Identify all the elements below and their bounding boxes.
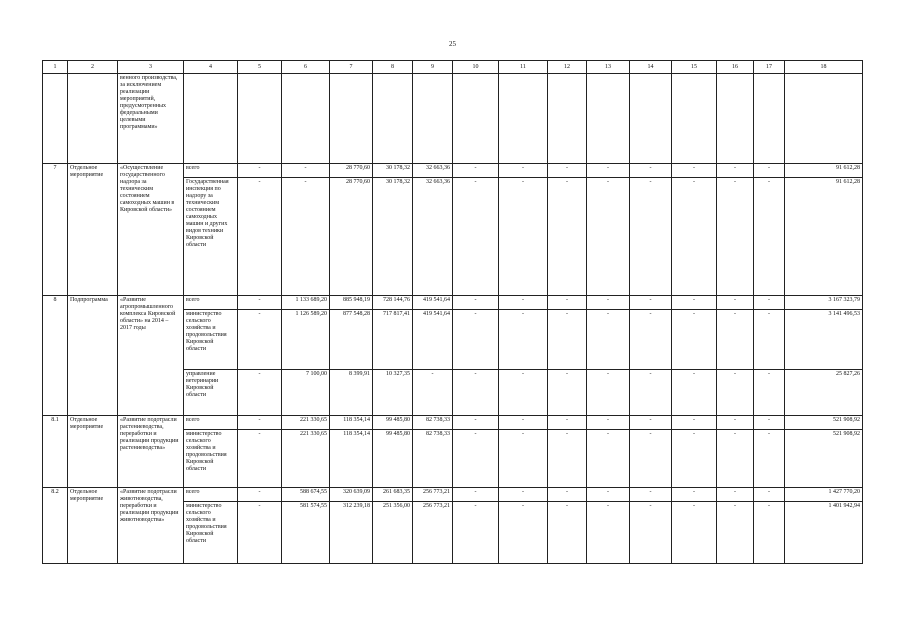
table-row	[43, 296, 863, 310]
col-header: 6	[282, 61, 330, 74]
cell-value: 221 330,65	[282, 416, 330, 430]
cell	[672, 74, 717, 164]
cell-value: -	[453, 178, 499, 296]
col-header: 15	[672, 61, 717, 74]
cell-value: 118 354,14	[330, 416, 373, 430]
cell-value: -	[754, 430, 785, 488]
cell-value: -	[587, 178, 630, 296]
cell-value: -	[499, 164, 548, 178]
cell-number: 8.1	[43, 416, 68, 488]
cell-type: Отдельное мероприятие	[68, 164, 118, 296]
cell	[754, 74, 785, 164]
cell-type: Подпрограмма	[68, 296, 118, 416]
cell-value: -	[630, 164, 672, 178]
table-row	[43, 416, 863, 430]
cell-value: 10 327,35	[373, 370, 413, 416]
cell-value: -	[754, 502, 785, 564]
col-header: 8	[373, 61, 413, 74]
col-header: 7	[330, 61, 373, 74]
cell-value: -	[548, 370, 587, 416]
cell-value: -	[672, 296, 717, 310]
cell-total: 3 141 496,53	[785, 310, 863, 370]
cell-total: 1 427 770,20	[785, 488, 863, 502]
table-row	[43, 74, 863, 164]
col-header: 5	[238, 61, 282, 74]
cell-value: -	[238, 488, 282, 502]
cell-value: -	[453, 502, 499, 564]
cell-value: -	[672, 430, 717, 488]
cell-value: 419 541,64	[413, 296, 453, 310]
cell-type: Отдельное мероприятие	[68, 488, 118, 564]
cell-value: -	[587, 416, 630, 430]
cell-value: -	[453, 310, 499, 370]
cell-value: -	[548, 416, 587, 430]
cell-executor: всего	[184, 488, 238, 502]
cell-value: -	[587, 502, 630, 564]
cell-value: -	[548, 430, 587, 488]
cell-value: 588 674,55	[282, 488, 330, 502]
cell-value: -	[238, 416, 282, 430]
cell-value: 99 485,80	[373, 416, 413, 430]
cell-value: -	[587, 488, 630, 502]
cell-value: 8 399,91	[330, 370, 373, 416]
cell-value: 221 330,65	[282, 430, 330, 488]
cell-value: -	[587, 430, 630, 488]
cell-value: 251 356,00	[373, 502, 413, 564]
cell-value: 312 239,18	[330, 502, 373, 564]
cell	[43, 74, 68, 164]
cell-value: -	[630, 178, 672, 296]
cell-value: 28 770,60	[330, 178, 373, 296]
cell-value: 1 126 589,20	[282, 310, 330, 370]
cell-value: -	[587, 310, 630, 370]
cell-value: -	[499, 310, 548, 370]
cell-executor: управление ветеринарии Кировской области	[184, 370, 238, 416]
cell-value: -	[672, 488, 717, 502]
cell	[68, 74, 118, 164]
cell-executor: всего	[184, 164, 238, 178]
cell-total: 91 612,28	[785, 164, 863, 178]
cell-value: -	[754, 370, 785, 416]
cell-value: -	[238, 164, 282, 178]
cell-value: -	[499, 296, 548, 310]
cell-value: 885 948,19	[330, 296, 373, 310]
cell-value: -	[754, 296, 785, 310]
cell-name: «Развитие подотрасли животноводства, переработки и реализации продукции животноводства»	[118, 488, 184, 564]
cell-value: 30 178,32	[373, 178, 413, 296]
cell-value: -	[630, 430, 672, 488]
cell	[413, 74, 453, 164]
cell-type: Отдельное мероприятие	[68, 416, 118, 488]
cell-value: 99 485,80	[373, 430, 413, 488]
cell-value: -	[717, 430, 754, 488]
cell-value: -	[238, 430, 282, 488]
cell-value: -	[672, 370, 717, 416]
cell-executor: министерство сельского хозяйства и продовольствия Кировской области	[184, 310, 238, 370]
cell-value: -	[548, 502, 587, 564]
cell-value: -	[282, 178, 330, 296]
cell-value: -	[238, 296, 282, 310]
cell-total: 3 167 323,79	[785, 296, 863, 310]
cell-value: -	[717, 296, 754, 310]
cell-value: -	[453, 488, 499, 502]
cell-total: 521 908,92	[785, 416, 863, 430]
cell-number: 8.2	[43, 488, 68, 564]
cell	[453, 74, 499, 164]
col-header: 9	[413, 61, 453, 74]
cell	[282, 74, 330, 164]
cell-value: 320 639,09	[330, 488, 373, 502]
col-header: 4	[184, 61, 238, 74]
cell-total: 91 612,28	[785, 178, 863, 296]
cell-value: -	[630, 502, 672, 564]
cell-value: -	[717, 488, 754, 502]
cell-value: -	[499, 370, 548, 416]
cell-executor: Государственная инспекция по надзору за техническим состоянием самоходных машин и других видов техники Кировской области	[184, 178, 238, 296]
cell-value: 877 548,28	[330, 310, 373, 370]
cell-value: -	[754, 178, 785, 296]
cell-value: -	[282, 164, 330, 178]
cell-value: -	[499, 430, 548, 488]
cell-value: 261 683,35	[373, 488, 413, 502]
col-header: 18	[785, 61, 863, 74]
cell-executor: министерство сельского хозяйства и продовольствия Кировской области	[184, 430, 238, 488]
col-header: 16	[717, 61, 754, 74]
table-row	[43, 488, 863, 502]
cell-value: 717 817,41	[373, 310, 413, 370]
cell-value: -	[630, 416, 672, 430]
cell-value: -	[717, 416, 754, 430]
col-header: 3	[118, 61, 184, 74]
cell-value: 28 770,60	[330, 164, 373, 178]
cell-value: 118 354,14	[330, 430, 373, 488]
cell-value: -	[238, 502, 282, 564]
cell-value: -	[548, 178, 587, 296]
cell-value: 32 663,36	[413, 178, 453, 296]
cell-value: 728 144,76	[373, 296, 413, 310]
cell	[499, 74, 548, 164]
cell-value: 1 133 689,20	[282, 296, 330, 310]
cell-executor: всего	[184, 416, 238, 430]
cell-value: 32 663,36	[413, 164, 453, 178]
cell-value: 7 100,00	[282, 370, 330, 416]
cell-value: -	[548, 488, 587, 502]
col-header: 10	[453, 61, 499, 74]
col-header: 11	[499, 61, 548, 74]
cell-number: 7	[43, 164, 68, 296]
cell-value: -	[587, 164, 630, 178]
cell-value: -	[453, 164, 499, 178]
cell-value: 581 574,55	[282, 502, 330, 564]
cell	[717, 74, 754, 164]
cell-number: 8	[43, 296, 68, 416]
cell-value: -	[587, 370, 630, 416]
cell-value: -	[499, 488, 548, 502]
cell-name: «Развитие подотрасли растениеводства, переработки и реализации продукции растениеводства»	[118, 416, 184, 488]
cell	[630, 74, 672, 164]
cell-value: 256 773,21	[413, 488, 453, 502]
cell	[330, 74, 373, 164]
cell-executor: министерство сельского хозяйства и продовольствия Кировской области	[184, 502, 238, 564]
table-row	[43, 164, 863, 178]
cell-value: -	[587, 296, 630, 310]
cell-value: -	[717, 370, 754, 416]
cell-total: 1 401 942,94	[785, 502, 863, 564]
cell-name: венного производства, за исключением реализации мероприятий, предусмотренных федеральными целевыми программами»	[118, 74, 184, 164]
cell-value: -	[238, 310, 282, 370]
cell-value: -	[453, 430, 499, 488]
col-header: 12	[548, 61, 587, 74]
cell-value: -	[717, 178, 754, 296]
cell	[184, 74, 238, 164]
cell-value: 82 738,33	[413, 430, 453, 488]
cell-value: -	[548, 310, 587, 370]
cell-value: -	[672, 502, 717, 564]
cell-value: -	[630, 488, 672, 502]
cell-value: -	[630, 296, 672, 310]
cell-name: «Осуществление государственного надзора за техническим состоянием самоходных машин в Кировской области»	[118, 164, 184, 296]
cell	[785, 74, 863, 164]
cell-value: -	[717, 164, 754, 178]
cell-value: -	[754, 164, 785, 178]
cell-name: «Развитие агропромышленного комплекса Кировской области» на 2014 – 2017 годы	[118, 296, 184, 416]
cell-value: -	[672, 416, 717, 430]
cell-value: -	[499, 502, 548, 564]
cell-value: -	[499, 416, 548, 430]
col-header: 2	[68, 61, 118, 74]
cell-value: 82 738,33	[413, 416, 453, 430]
cell-value: -	[630, 310, 672, 370]
page-number: 25	[449, 40, 456, 48]
cell	[238, 74, 282, 164]
cell-total: 25 827,26	[785, 370, 863, 416]
cell-value: -	[672, 178, 717, 296]
cell-value: -	[238, 370, 282, 416]
cell-value: -	[672, 164, 717, 178]
cell	[587, 74, 630, 164]
cell-value: -	[754, 416, 785, 430]
cell-value: -	[717, 502, 754, 564]
cell-value: -	[453, 416, 499, 430]
cell-value: -	[453, 370, 499, 416]
cell	[373, 74, 413, 164]
cell-value: -	[548, 296, 587, 310]
col-header: 14	[630, 61, 672, 74]
cell-value: 30 178,32	[373, 164, 413, 178]
cell-value: -	[453, 296, 499, 310]
cell-value: -	[717, 310, 754, 370]
cell-value: -	[754, 488, 785, 502]
cell-value: 256 773,21	[413, 502, 453, 564]
col-header: 1	[43, 61, 68, 74]
cell-value: 419 541,64	[413, 310, 453, 370]
budget-table	[42, 60, 863, 564]
cell-value: -	[499, 178, 548, 296]
cell-value: -	[630, 370, 672, 416]
cell-value: -	[548, 164, 587, 178]
header-row	[43, 61, 863, 74]
cell-value: -	[413, 370, 453, 416]
cell-value: -	[238, 178, 282, 296]
cell-value: -	[754, 310, 785, 370]
col-header: 17	[754, 61, 785, 74]
col-header: 13	[587, 61, 630, 74]
cell-total: 521 908,92	[785, 430, 863, 488]
cell-executor: всего	[184, 296, 238, 310]
cell-value: -	[672, 310, 717, 370]
cell	[548, 74, 587, 164]
